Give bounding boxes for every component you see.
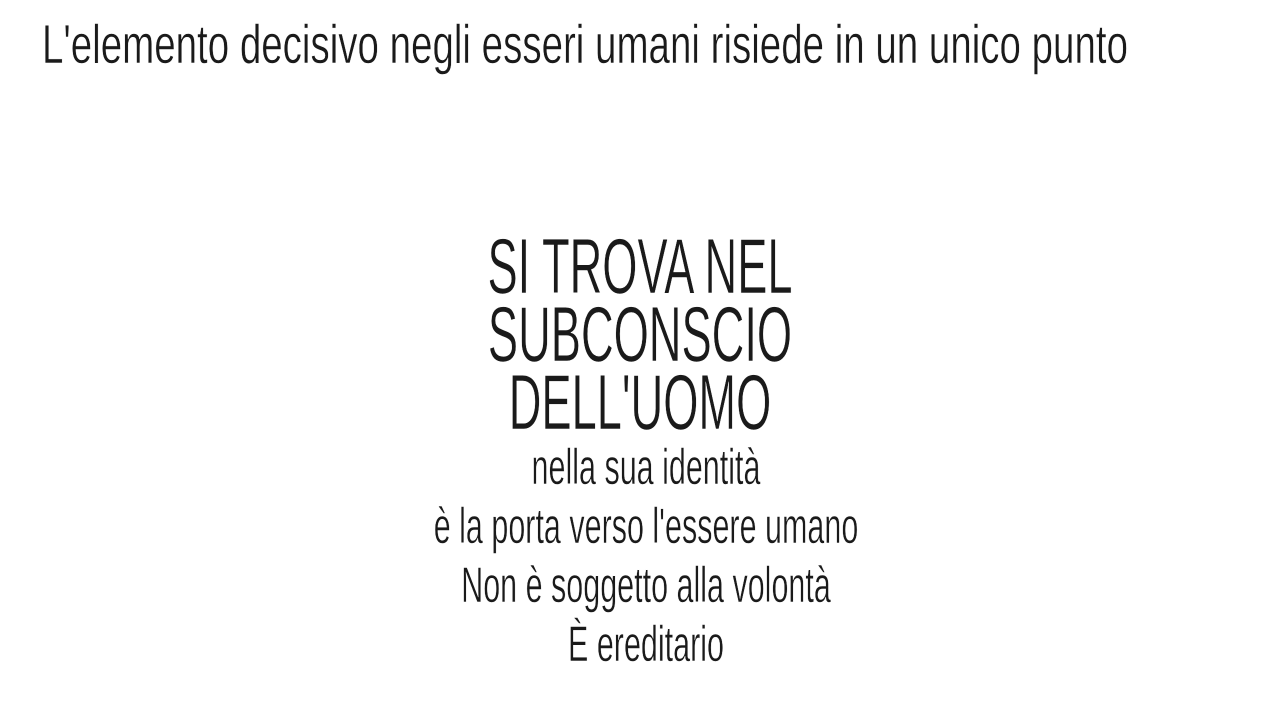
slide-heading (269, 222, 1011, 446)
subtext-line-4: È ereditario (568, 616, 724, 672)
heading-line-2: SUBCONSCIO (487, 290, 793, 378)
slide-subtext (256, 438, 1037, 674)
slide-title: L'elemento decisivo negli esseri umani risiede in un unico punto (42, 13, 1128, 75)
subtext-line-1: nella sua identità (531, 439, 761, 495)
heading-line-3: DELL'UOMO (508, 358, 772, 446)
subtext-line-2: è la porta verso l'essere umano (433, 498, 859, 554)
heading-line-1: SI TROVA NEL (487, 222, 793, 310)
subtext-line-3: Non è soggetto alla volontà (461, 557, 831, 613)
